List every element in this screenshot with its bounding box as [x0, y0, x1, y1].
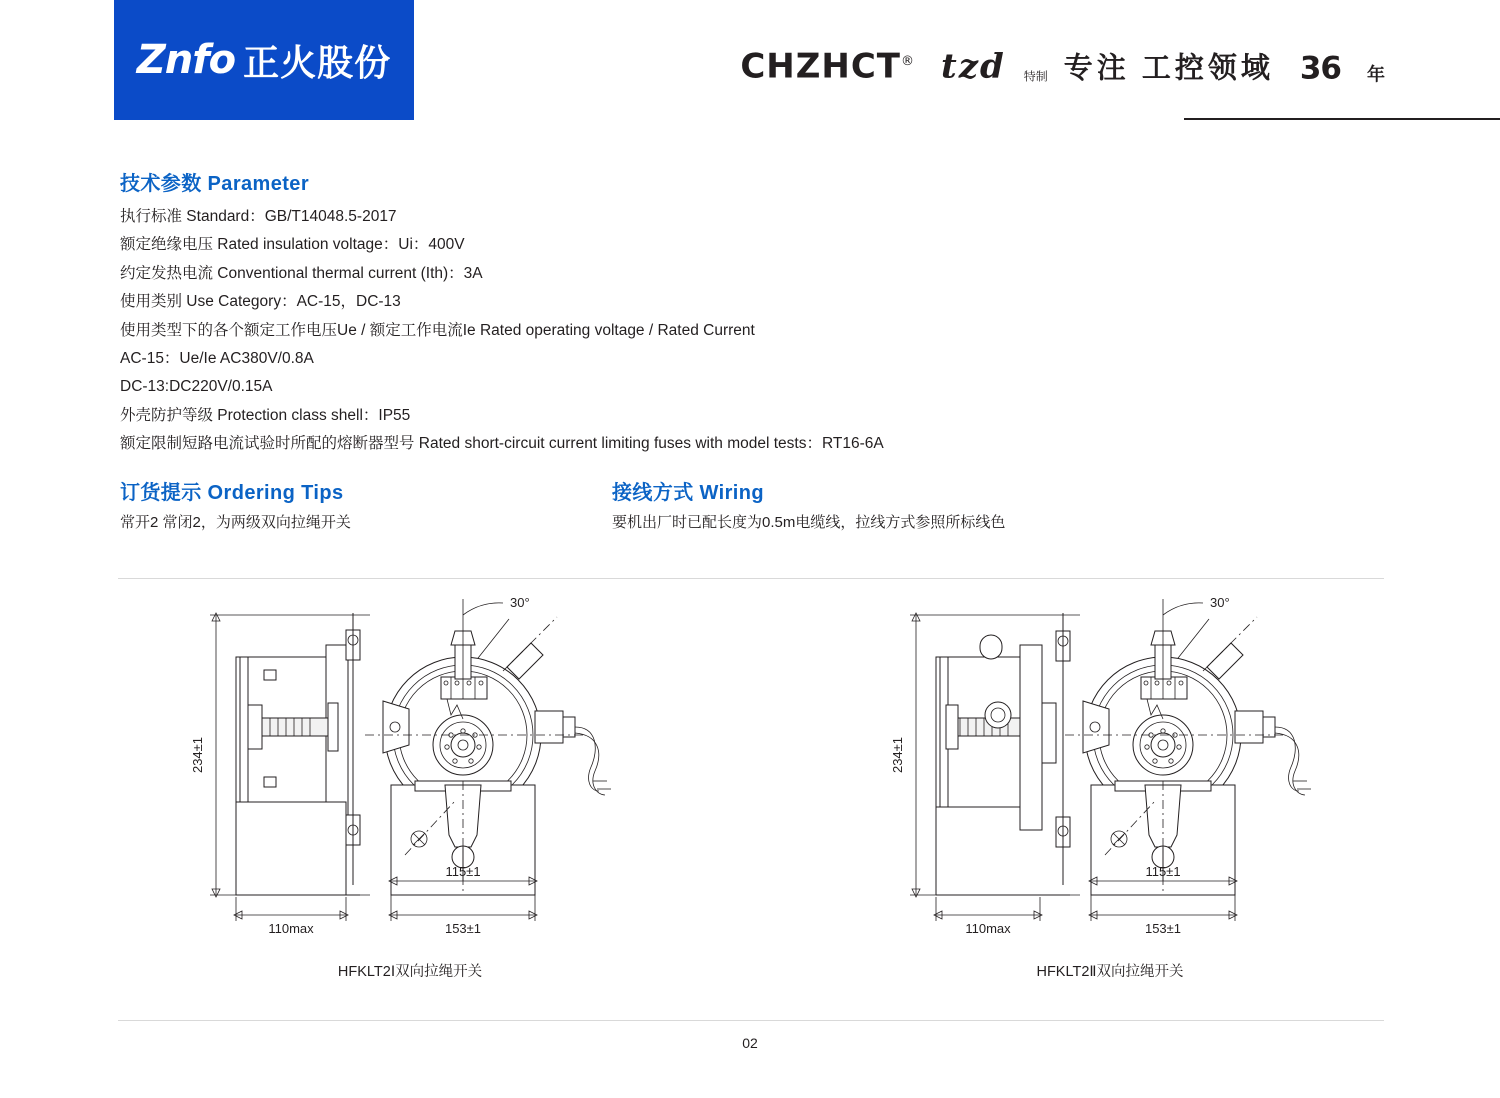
brand-years-unit: 年: [1367, 64, 1385, 85]
footer-divider: [118, 1020, 1384, 1021]
parameter-item: AC-15：Ue/Ie AC380V/0.8A: [120, 350, 314, 368]
dim-height-2: 234±1: [890, 736, 905, 774]
parameter-list: [120, 203, 1120, 459]
dim-width-inner-1: 115±1: [445, 864, 481, 879]
figure-2-caption: HFKLT2Ⅱ双向拉绳开关: [1036, 964, 1184, 980]
brand-slogan: 专注 工控领域: [1063, 52, 1274, 85]
dim-width-inner-2: 115±1: [1145, 864, 1181, 879]
dim-angle-2: 30°: [1210, 595, 1230, 610]
dim-width-side-1: 110max: [268, 921, 314, 936]
wiring-section-title: 接线方式 Wiring: [612, 482, 764, 504]
logo-chinese-text: 正火股份: [243, 41, 392, 83]
header-brand-area: [414, 0, 1500, 120]
logo-latin-text: Znfo: [136, 37, 236, 83]
dim-width-outer-2: 153±1: [1144, 921, 1182, 936]
page-number: 02: [742, 1035, 758, 1051]
header-divider: [1184, 118, 1500, 120]
dim-width-outer-1: 153±1: [444, 921, 482, 936]
dim-width-side-2: 110max: [965, 921, 1011, 936]
figure-hfklt2-i: [180, 585, 640, 955]
brand-years-number: 36: [1299, 50, 1341, 87]
parameter-item: DC-13:DC220V/0.15A: [120, 378, 273, 396]
brand-chzhct: [740, 47, 915, 87]
parameter-item: 额定限制短路电流试验时所配的熔断器型号 Rated short-circuit current limiting fuses with model tests：RT16-6A: [120, 435, 884, 453]
wiring-text: 要机出厂时已配长度为0.5m电缆线，拉线方式参照所标线色: [612, 514, 1006, 531]
brand-tzd: tzd: [941, 46, 1006, 87]
ordering-text: 常开2 常闭2，为两级双向拉绳开关: [120, 514, 351, 531]
brand-tzd-badge: 特制: [1023, 69, 1048, 84]
figure-hfklt2-ii: [880, 585, 1340, 955]
company-logo: [114, 0, 414, 120]
figure-hfklt2-i-drawing: [180, 585, 640, 955]
parameter-item: 执行标准 Standard：GB/T14048.5-2017: [120, 208, 397, 225]
page-header: [0, 0, 1500, 126]
figure-hfklt2-ii-drawing: [880, 585, 1340, 955]
ordering-section-title: 订货提示 Ordering Tips: [120, 482, 344, 504]
parameter-item: 约定发热电流 Conventional thermal current (Ith)：3A: [120, 264, 483, 282]
dim-angle-1: 30°: [510, 595, 530, 610]
parameter-section-title: 技术参数 Parameter: [120, 173, 309, 195]
parameter-item: 额定绝缘电压 Rated insulation voltage：Ui：400V: [120, 236, 465, 254]
parameter-item: 使用类别 Use Category：AC-15，DC-13: [120, 293, 401, 311]
parameter-item: 外壳防护等级 Protection class shell：IP55: [120, 406, 411, 424]
brand-chzhct-text: CHZHCT: [740, 46, 901, 87]
dim-height-1: 234±1: [190, 736, 205, 774]
figure-1-caption: HFKLT2Ⅰ双向拉绳开关: [337, 964, 483, 980]
registered-mark-icon: ®: [901, 54, 915, 70]
parameter-item: 使用类型下的各个额定工作电压Ue / 额定工作电流Ie Rated operating voltage / Rated Current: [120, 321, 755, 339]
figures-top-divider: [118, 578, 1384, 579]
